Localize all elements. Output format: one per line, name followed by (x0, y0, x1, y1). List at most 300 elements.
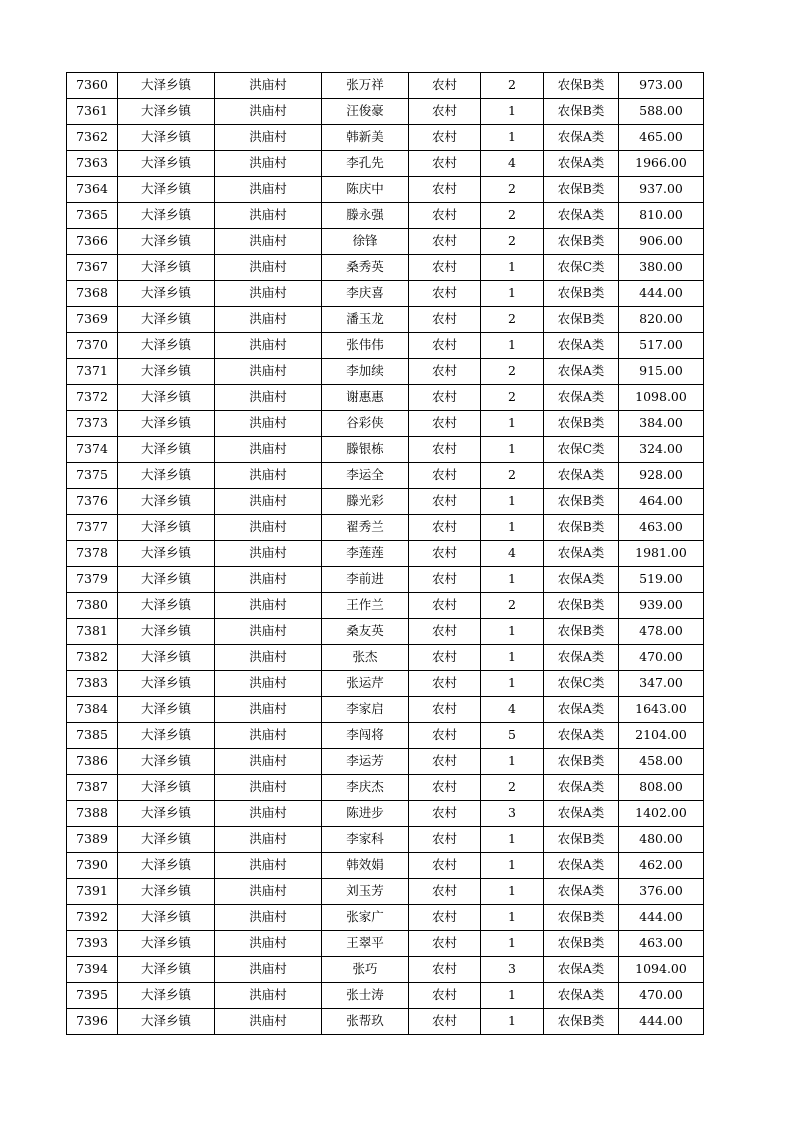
table-row (67, 255, 704, 281)
name-cell: 谢惠惠 (322, 385, 409, 411)
household-type-cell: 农村 (409, 619, 481, 645)
household-size-cell: 4 (481, 697, 544, 723)
household-size-cell: 1 (481, 567, 544, 593)
township-cell: 大泽乡镇 (118, 99, 215, 125)
amount-cell: 928.00 (619, 463, 704, 489)
household-type-cell: 农村 (409, 645, 481, 671)
name-cell: 韩新美 (322, 125, 409, 151)
township-cell: 大泽乡镇 (118, 593, 215, 619)
amount-cell: 478.00 (619, 619, 704, 645)
record-id-cell: 7394 (67, 957, 118, 983)
name-cell: 翟秀兰 (322, 515, 409, 541)
record-id-cell: 7361 (67, 99, 118, 125)
name-cell: 张万祥 (322, 73, 409, 99)
amount-cell: 519.00 (619, 567, 704, 593)
table-row (67, 957, 704, 983)
township-cell: 大泽乡镇 (118, 1009, 215, 1035)
township-cell: 大泽乡镇 (118, 255, 215, 281)
table-row (67, 541, 704, 567)
table-row (67, 853, 704, 879)
table-row (67, 697, 704, 723)
insurance-class-cell: 农保C类 (544, 671, 619, 697)
household-size-cell: 1 (481, 1009, 544, 1035)
village-cell: 洪庙村 (215, 567, 322, 593)
village-cell: 洪庙村 (215, 385, 322, 411)
household-type-cell: 农村 (409, 437, 481, 463)
village-cell: 洪庙村 (215, 463, 322, 489)
village-cell: 洪庙村 (215, 619, 322, 645)
amount-cell: 444.00 (619, 281, 704, 307)
township-cell: 大泽乡镇 (118, 567, 215, 593)
name-cell: 刘玉芳 (322, 879, 409, 905)
amount-cell: 973.00 (619, 73, 704, 99)
township-cell: 大泽乡镇 (118, 437, 215, 463)
table-row (67, 125, 704, 151)
household-type-cell: 农村 (409, 567, 481, 593)
name-cell: 张运芹 (322, 671, 409, 697)
name-cell: 滕银栋 (322, 437, 409, 463)
insurance-class-cell: 农保A类 (544, 879, 619, 905)
township-cell: 大泽乡镇 (118, 515, 215, 541)
household-type-cell: 农村 (409, 775, 481, 801)
amount-cell: 808.00 (619, 775, 704, 801)
table-row (67, 749, 704, 775)
table-row (67, 593, 704, 619)
table-row (67, 411, 704, 437)
table-row (67, 905, 704, 931)
record-id-cell: 7363 (67, 151, 118, 177)
township-cell: 大泽乡镇 (118, 359, 215, 385)
township-cell: 大泽乡镇 (118, 203, 215, 229)
table-row (67, 359, 704, 385)
insurance-class-cell: 农保A类 (544, 801, 619, 827)
table-row (67, 151, 704, 177)
village-cell: 洪庙村 (215, 879, 322, 905)
village-cell: 洪庙村 (215, 489, 322, 515)
village-cell: 洪庙村 (215, 437, 322, 463)
insurance-class-cell: 农保A类 (544, 775, 619, 801)
amount-cell: 906.00 (619, 229, 704, 255)
township-cell: 大泽乡镇 (118, 463, 215, 489)
household-size-cell: 3 (481, 801, 544, 827)
household-type-cell: 农村 (409, 203, 481, 229)
insurance-class-cell: 农保B类 (544, 905, 619, 931)
township-cell: 大泽乡镇 (118, 229, 215, 255)
household-type-cell: 农村 (409, 385, 481, 411)
record-id-cell: 7365 (67, 203, 118, 229)
household-type-cell: 农村 (409, 671, 481, 697)
household-size-cell: 2 (481, 229, 544, 255)
household-size-cell: 2 (481, 307, 544, 333)
table-row (67, 1009, 704, 1035)
household-type-cell: 农村 (409, 255, 481, 281)
name-cell: 陈庆中 (322, 177, 409, 203)
household-size-cell: 2 (481, 593, 544, 619)
insurance-class-cell: 农保B类 (544, 489, 619, 515)
record-id-cell: 7389 (67, 827, 118, 853)
table-row (67, 879, 704, 905)
amount-cell: 1098.00 (619, 385, 704, 411)
table-body (67, 73, 704, 1035)
household-size-cell: 1 (481, 619, 544, 645)
table-row (67, 567, 704, 593)
township-cell: 大泽乡镇 (118, 177, 215, 203)
household-type-cell: 农村 (409, 931, 481, 957)
household-type-cell: 农村 (409, 515, 481, 541)
household-size-cell: 2 (481, 177, 544, 203)
village-cell: 洪庙村 (215, 281, 322, 307)
household-size-cell: 1 (481, 437, 544, 463)
name-cell: 张巧 (322, 957, 409, 983)
household-size-cell: 1 (481, 489, 544, 515)
insurance-class-cell: 农保C类 (544, 255, 619, 281)
village-cell: 洪庙村 (215, 333, 322, 359)
insurance-class-cell: 农保B类 (544, 593, 619, 619)
household-type-cell: 农村 (409, 229, 481, 255)
record-id-cell: 7373 (67, 411, 118, 437)
amount-cell: 458.00 (619, 749, 704, 775)
insurance-class-cell: 农保B类 (544, 177, 619, 203)
amount-cell: 2104.00 (619, 723, 704, 749)
name-cell: 谷彩侠 (322, 411, 409, 437)
amount-cell: 444.00 (619, 1009, 704, 1035)
township-cell: 大泽乡镇 (118, 151, 215, 177)
amount-cell: 324.00 (619, 437, 704, 463)
amount-cell: 588.00 (619, 99, 704, 125)
household-type-cell: 农村 (409, 801, 481, 827)
name-cell: 徐锋 (322, 229, 409, 255)
table-row (67, 489, 704, 515)
name-cell: 潘玉龙 (322, 307, 409, 333)
name-cell: 陈进步 (322, 801, 409, 827)
amount-cell: 1094.00 (619, 957, 704, 983)
name-cell: 韩效娟 (322, 853, 409, 879)
amount-cell: 937.00 (619, 177, 704, 203)
insurance-class-cell: 农保A类 (544, 333, 619, 359)
village-cell: 洪庙村 (215, 125, 322, 151)
household-type-cell: 农村 (409, 541, 481, 567)
village-cell: 洪庙村 (215, 1009, 322, 1035)
village-cell: 洪庙村 (215, 203, 322, 229)
amount-cell: 939.00 (619, 593, 704, 619)
record-id-cell: 7388 (67, 801, 118, 827)
amount-cell: 384.00 (619, 411, 704, 437)
insurance-class-cell: 农保A类 (544, 151, 619, 177)
name-cell: 李孔先 (322, 151, 409, 177)
table-row (67, 203, 704, 229)
table-row (67, 99, 704, 125)
insurance-class-cell: 农保A类 (544, 203, 619, 229)
insurance-class-cell: 农保A类 (544, 957, 619, 983)
name-cell: 滕永强 (322, 203, 409, 229)
village-cell: 洪庙村 (215, 515, 322, 541)
township-cell: 大泽乡镇 (118, 983, 215, 1009)
village-cell: 洪庙村 (215, 697, 322, 723)
name-cell: 李莲莲 (322, 541, 409, 567)
household-size-cell: 1 (481, 411, 544, 437)
household-size-cell: 2 (481, 775, 544, 801)
amount-cell: 444.00 (619, 905, 704, 931)
insurance-class-cell: 农保A类 (544, 983, 619, 1009)
household-type-cell: 农村 (409, 177, 481, 203)
amount-cell: 376.00 (619, 879, 704, 905)
name-cell: 滕光彩 (322, 489, 409, 515)
record-id-cell: 7386 (67, 749, 118, 775)
amount-cell: 1981.00 (619, 541, 704, 567)
table-row (67, 281, 704, 307)
table-row (67, 385, 704, 411)
amount-cell: 480.00 (619, 827, 704, 853)
household-size-cell: 1 (481, 255, 544, 281)
township-cell: 大泽乡镇 (118, 541, 215, 567)
name-cell: 汪俊豪 (322, 99, 409, 125)
record-id-cell: 7368 (67, 281, 118, 307)
record-id-cell: 7362 (67, 125, 118, 151)
insurance-class-cell: 农保A类 (544, 645, 619, 671)
household-type-cell: 农村 (409, 1009, 481, 1035)
household-type-cell: 农村 (409, 125, 481, 151)
household-type-cell: 农村 (409, 99, 481, 125)
village-cell: 洪庙村 (215, 541, 322, 567)
amount-cell: 465.00 (619, 125, 704, 151)
household-size-cell: 3 (481, 957, 544, 983)
township-cell: 大泽乡镇 (118, 619, 215, 645)
record-id-cell: 7385 (67, 723, 118, 749)
household-size-cell: 1 (481, 99, 544, 125)
record-id-cell: 7387 (67, 775, 118, 801)
household-size-cell: 4 (481, 151, 544, 177)
table-row (67, 671, 704, 697)
insurance-class-cell: 农保B类 (544, 307, 619, 333)
name-cell: 李家科 (322, 827, 409, 853)
table-row (67, 73, 704, 99)
household-size-cell: 2 (481, 385, 544, 411)
table-row (67, 515, 704, 541)
village-cell: 洪庙村 (215, 931, 322, 957)
record-id-cell: 7381 (67, 619, 118, 645)
village-cell: 洪庙村 (215, 801, 322, 827)
table-row (67, 437, 704, 463)
insurance-class-cell: 农保B类 (544, 619, 619, 645)
table-row (67, 723, 704, 749)
household-type-cell: 农村 (409, 281, 481, 307)
insurance-class-cell: 农保A类 (544, 697, 619, 723)
insurance-class-cell: 农保C类 (544, 437, 619, 463)
household-type-cell: 农村 (409, 411, 481, 437)
table-row (67, 333, 704, 359)
household-type-cell: 农村 (409, 593, 481, 619)
household-size-cell: 4 (481, 541, 544, 567)
township-cell: 大泽乡镇 (118, 749, 215, 775)
insurance-class-cell: 农保A类 (544, 359, 619, 385)
village-cell: 洪庙村 (215, 645, 322, 671)
township-cell: 大泽乡镇 (118, 281, 215, 307)
record-id-cell: 7390 (67, 853, 118, 879)
township-cell: 大泽乡镇 (118, 853, 215, 879)
household-size-cell: 1 (481, 645, 544, 671)
household-type-cell: 农村 (409, 697, 481, 723)
household-size-cell: 1 (481, 281, 544, 307)
village-cell: 洪庙村 (215, 827, 322, 853)
record-id-cell: 7395 (67, 983, 118, 1009)
record-id-cell: 7366 (67, 229, 118, 255)
table-row (67, 463, 704, 489)
amount-cell: 470.00 (619, 645, 704, 671)
household-size-cell: 1 (481, 879, 544, 905)
record-id-cell: 7377 (67, 515, 118, 541)
record-id-cell: 7372 (67, 385, 118, 411)
township-cell: 大泽乡镇 (118, 957, 215, 983)
name-cell: 张家广 (322, 905, 409, 931)
household-type-cell: 农村 (409, 853, 481, 879)
village-cell: 洪庙村 (215, 983, 322, 1009)
household-size-cell: 1 (481, 515, 544, 541)
township-cell: 大泽乡镇 (118, 333, 215, 359)
amount-cell: 1966.00 (619, 151, 704, 177)
record-id-cell: 7376 (67, 489, 118, 515)
household-size-cell: 1 (481, 853, 544, 879)
amount-cell: 463.00 (619, 931, 704, 957)
household-size-cell: 1 (481, 983, 544, 1009)
amount-cell: 380.00 (619, 255, 704, 281)
insurance-class-cell: 农保B类 (544, 411, 619, 437)
record-id-cell: 7391 (67, 879, 118, 905)
amount-cell: 464.00 (619, 489, 704, 515)
household-size-cell: 1 (481, 749, 544, 775)
village-cell: 洪庙村 (215, 177, 322, 203)
amount-cell: 915.00 (619, 359, 704, 385)
table-row (67, 827, 704, 853)
insurance-class-cell: 农保A类 (544, 853, 619, 879)
township-cell: 大泽乡镇 (118, 489, 215, 515)
record-id-cell: 7384 (67, 697, 118, 723)
name-cell: 李运芳 (322, 749, 409, 775)
records-table (66, 72, 704, 1035)
insurance-class-cell: 农保B类 (544, 515, 619, 541)
village-cell: 洪庙村 (215, 99, 322, 125)
township-cell: 大泽乡镇 (118, 931, 215, 957)
table-row (67, 619, 704, 645)
village-cell: 洪庙村 (215, 723, 322, 749)
table-row (67, 983, 704, 1009)
record-id-cell: 7382 (67, 645, 118, 671)
table-row (67, 645, 704, 671)
household-size-cell: 1 (481, 931, 544, 957)
township-cell: 大泽乡镇 (118, 697, 215, 723)
household-type-cell: 农村 (409, 905, 481, 931)
record-id-cell: 7364 (67, 177, 118, 203)
name-cell: 张伟伟 (322, 333, 409, 359)
record-id-cell: 7396 (67, 1009, 118, 1035)
amount-cell: 347.00 (619, 671, 704, 697)
township-cell: 大泽乡镇 (118, 73, 215, 99)
village-cell: 洪庙村 (215, 151, 322, 177)
township-cell: 大泽乡镇 (118, 801, 215, 827)
name-cell: 张士涛 (322, 983, 409, 1009)
household-size-cell: 1 (481, 333, 544, 359)
household-type-cell: 农村 (409, 489, 481, 515)
amount-cell: 1402.00 (619, 801, 704, 827)
amount-cell: 1643.00 (619, 697, 704, 723)
name-cell: 李运全 (322, 463, 409, 489)
household-type-cell: 农村 (409, 463, 481, 489)
table-row (67, 229, 704, 255)
household-size-cell: 2 (481, 463, 544, 489)
village-cell: 洪庙村 (215, 671, 322, 697)
village-cell: 洪庙村 (215, 957, 322, 983)
insurance-class-cell: 农保B类 (544, 73, 619, 99)
household-type-cell: 农村 (409, 879, 481, 905)
record-id-cell: 7380 (67, 593, 118, 619)
insurance-class-cell: 农保A类 (544, 723, 619, 749)
household-size-cell: 1 (481, 671, 544, 697)
household-size-cell: 5 (481, 723, 544, 749)
record-id-cell: 7374 (67, 437, 118, 463)
township-cell: 大泽乡镇 (118, 125, 215, 151)
village-cell: 洪庙村 (215, 749, 322, 775)
insurance-class-cell: 农保A类 (544, 125, 619, 151)
insurance-class-cell: 农保B类 (544, 827, 619, 853)
township-cell: 大泽乡镇 (118, 411, 215, 437)
amount-cell: 810.00 (619, 203, 704, 229)
village-cell: 洪庙村 (215, 905, 322, 931)
table-row (67, 177, 704, 203)
insurance-class-cell: 农保A类 (544, 385, 619, 411)
name-cell: 桑友英 (322, 619, 409, 645)
table-row (67, 801, 704, 827)
insurance-class-cell: 农保A类 (544, 463, 619, 489)
township-cell: 大泽乡镇 (118, 307, 215, 333)
name-cell: 李闯将 (322, 723, 409, 749)
village-cell: 洪庙村 (215, 229, 322, 255)
township-cell: 大泽乡镇 (118, 905, 215, 931)
household-type-cell: 农村 (409, 359, 481, 385)
household-type-cell: 农村 (409, 749, 481, 775)
name-cell: 李前进 (322, 567, 409, 593)
name-cell: 桑秀英 (322, 255, 409, 281)
record-id-cell: 7392 (67, 905, 118, 931)
household-type-cell: 农村 (409, 307, 481, 333)
household-type-cell: 农村 (409, 827, 481, 853)
household-type-cell: 农村 (409, 957, 481, 983)
record-id-cell: 7369 (67, 307, 118, 333)
township-cell: 大泽乡镇 (118, 385, 215, 411)
village-cell: 洪庙村 (215, 593, 322, 619)
record-id-cell: 7379 (67, 567, 118, 593)
household-type-cell: 农村 (409, 723, 481, 749)
name-cell: 王翠平 (322, 931, 409, 957)
insurance-class-cell: 农保B类 (544, 931, 619, 957)
record-id-cell: 7371 (67, 359, 118, 385)
amount-cell: 462.00 (619, 853, 704, 879)
record-id-cell: 7378 (67, 541, 118, 567)
insurance-class-cell: 农保B类 (544, 281, 619, 307)
township-cell: 大泽乡镇 (118, 775, 215, 801)
record-id-cell: 7360 (67, 73, 118, 99)
household-type-cell: 农村 (409, 151, 481, 177)
household-type-cell: 农村 (409, 983, 481, 1009)
amount-cell: 820.00 (619, 307, 704, 333)
township-cell: 大泽乡镇 (118, 645, 215, 671)
name-cell: 李庆喜 (322, 281, 409, 307)
household-size-cell: 2 (481, 73, 544, 99)
name-cell: 王作兰 (322, 593, 409, 619)
household-size-cell: 2 (481, 359, 544, 385)
insurance-class-cell: 农保A类 (544, 567, 619, 593)
village-cell: 洪庙村 (215, 853, 322, 879)
insurance-class-cell: 农保A类 (544, 541, 619, 567)
name-cell: 李家启 (322, 697, 409, 723)
